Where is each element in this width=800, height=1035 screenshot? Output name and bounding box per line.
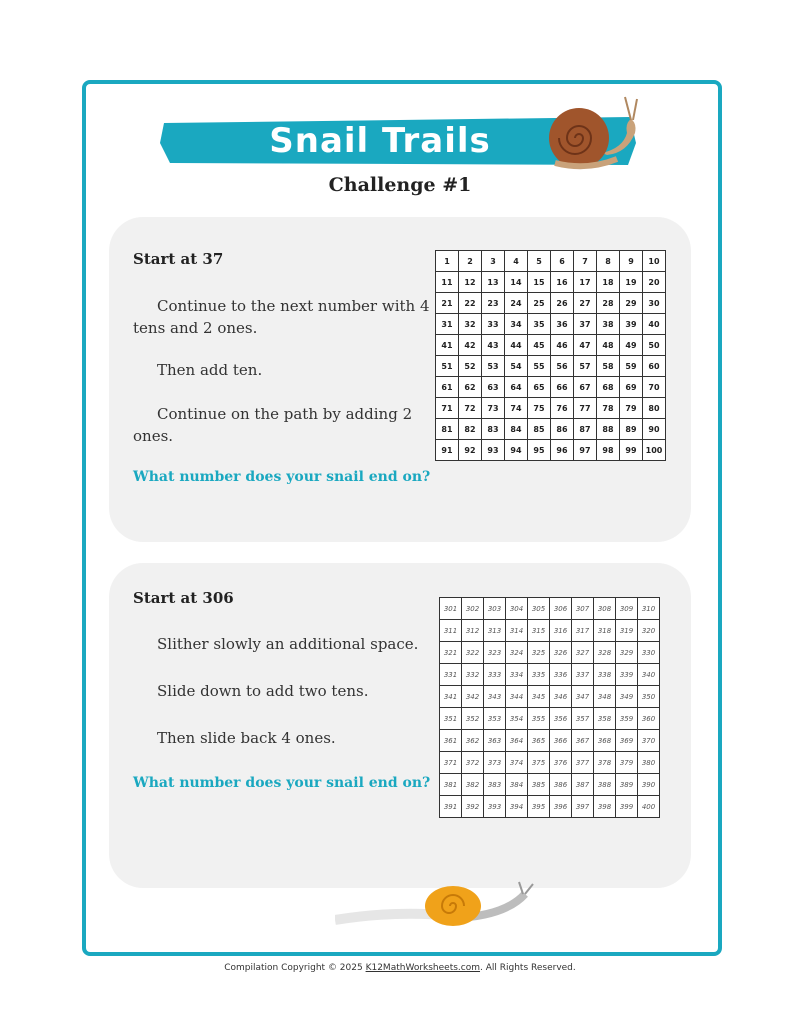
footer-link[interactable]: K12MathWorksheets.com [365,963,481,973]
grid-cell: 374 [506,752,528,774]
grid-cell: 329 [616,642,638,664]
grid-cell: 5 [528,251,551,272]
grid-cell: 370 [638,730,660,752]
grid-cell: 34 [505,314,528,335]
grid-cell: 309 [616,598,638,620]
grid-cell: 314 [506,620,528,642]
grid-cell: 1 [436,251,459,272]
grid-cell: 397 [572,796,594,818]
grid-cell: 354 [506,708,528,730]
grid-cell: 349 [616,686,638,708]
grid-cell: 302 [462,598,484,620]
grid-cell: 326 [550,642,572,664]
grid-cell: 92 [459,440,482,461]
grid-cell: 383 [484,774,506,796]
grid-cell: 373 [484,752,506,774]
grid-cell: 344 [506,686,528,708]
grid-row [440,752,660,774]
grid-cell: 98 [597,440,620,461]
grid-cell: 97 [574,440,597,461]
grid-cell: 44 [505,335,528,356]
grid-cell: 378 [594,752,616,774]
grid-cell: 96 [551,440,574,461]
grid-cell: 332 [462,664,484,686]
grid-cell: 366 [550,730,572,752]
grid-cell: 372 [462,752,484,774]
grid-cell: 95 [528,440,551,461]
grid-cell: 14 [505,272,528,293]
challenge-subtitle: Challenge #1 [328,174,472,196]
instruction-step: tens and 2 ones. [133,319,258,337]
grid-cell: 331 [440,664,462,686]
grid-cell: 358 [594,708,616,730]
grid-cell: 324 [506,642,528,664]
grid-cell: 348 [594,686,616,708]
grid-cell: 15 [528,272,551,293]
grid-cell: 355 [528,708,550,730]
grid-cell: 43 [482,335,505,356]
grid-cell: 380 [638,752,660,774]
grid-cell: 53 [482,356,505,377]
grid-cell: 49 [620,335,643,356]
grid-row [436,314,666,335]
grid-cell: 37 [574,314,597,335]
grid-cell: 27 [574,293,597,314]
grid-cell: 385 [528,774,550,796]
grid-cell: 48 [597,335,620,356]
grid-cell: 32 [459,314,482,335]
grid-cell: 22 [459,293,482,314]
grid-cell: 8 [597,251,620,272]
grid-cell: 319 [616,620,638,642]
challenge-panel-1 [109,217,691,542]
grid-cell: 387 [572,774,594,796]
grid-cell: 342 [462,686,484,708]
instruction-step: ones. [133,427,174,445]
instruction-step: Continue to the next number with 4 [157,297,430,315]
grid-row [440,730,660,752]
grid-cell: 58 [597,356,620,377]
grid-cell: 382 [462,774,484,796]
grid-cell: 35 [528,314,551,335]
grid-cell: 72 [459,398,482,419]
grid-cell: 62 [459,377,482,398]
grid-cell: 38 [597,314,620,335]
grid-cell: 333 [484,664,506,686]
grid-cell: 327 [572,642,594,664]
grid-cell: 399 [616,796,638,818]
grid-cell: 51 [436,356,459,377]
grid-cell: 353 [484,708,506,730]
grid-cell: 52 [459,356,482,377]
grid-cell: 313 [484,620,506,642]
grid-cell: 70 [643,377,666,398]
grid-cell: 390 [638,774,660,796]
grid-cell: 25 [528,293,551,314]
snail-trail-icon [335,880,535,930]
grid-cell: 76 [551,398,574,419]
grid-cell: 16 [551,272,574,293]
grid-cell: 63 [482,377,505,398]
grid-cell: 376 [550,752,572,774]
grid-row [436,293,666,314]
grid-cell: 10 [643,251,666,272]
grid-cell: 17 [574,272,597,293]
grid-cell: 39 [620,314,643,335]
instruction-step: Slide down to add two tens. [157,682,369,700]
hundreds-chart [435,250,666,461]
grid-cell: 347 [572,686,594,708]
grid-cell: 28 [597,293,620,314]
grid-row [440,686,660,708]
grid-row [440,620,660,642]
grid-cell: 365 [528,730,550,752]
grid-row [436,251,666,272]
grid-cell: 339 [616,664,638,686]
grid-cell: 80 [643,398,666,419]
grid-cell: 74 [505,398,528,419]
grid-cell: 336 [550,664,572,686]
grid-cell: 395 [528,796,550,818]
grid-cell: 310 [638,598,660,620]
grid-cell: 9 [620,251,643,272]
grid-cell: 7 [574,251,597,272]
grid-cell: 84 [505,419,528,440]
grid-cell: 350 [638,686,660,708]
grid-cell: 89 [620,419,643,440]
grid-cell: 99 [620,440,643,461]
grid-cell: 320 [638,620,660,642]
grid-row [436,440,666,461]
grid-cell: 50 [643,335,666,356]
grid-cell: 24 [505,293,528,314]
grid-cell: 322 [462,642,484,664]
grid-cell: 323 [484,642,506,664]
grid-cell: 67 [574,377,597,398]
grid-cell: 91 [436,440,459,461]
grid-cell: 42 [459,335,482,356]
grid-row [440,708,660,730]
challenge-panel-2 [109,563,691,888]
grid-cell: 312 [462,620,484,642]
grid-cell: 19 [620,272,643,293]
grid-cell: 400 [638,796,660,818]
grid-cell: 363 [484,730,506,752]
grid-cell: 88 [597,419,620,440]
grid-cell: 305 [528,598,550,620]
grid-cell: 56 [551,356,574,377]
grid-cell: 46 [551,335,574,356]
grid-cell: 3 [482,251,505,272]
grid-cell: 82 [459,419,482,440]
grid-cell: 68 [597,377,620,398]
grid-cell: 87 [574,419,597,440]
grid-cell: 26 [551,293,574,314]
grid-cell: 45 [528,335,551,356]
question-text: What number does your snail end on? [133,469,431,485]
grid-cell: 392 [462,796,484,818]
grid-cell: 362 [462,730,484,752]
grid-cell: 40 [643,314,666,335]
grid-cell: 75 [528,398,551,419]
grid-row [440,598,660,620]
grid-cell: 311 [440,620,462,642]
grid-cell: 367 [572,730,594,752]
grid-row [436,398,666,419]
grid-cell: 69 [620,377,643,398]
grid-cell: 394 [506,796,528,818]
page-title: Snail Trails [269,121,491,161]
grid-cell: 57 [574,356,597,377]
grid-cell: 384 [506,774,528,796]
grid-cell: 6 [551,251,574,272]
grid-cell: 321 [440,642,462,664]
grid-cell: 308 [594,598,616,620]
start-label: Start at 37 [133,250,224,268]
grid-cell: 340 [638,664,660,686]
grid-row [436,377,666,398]
grid-cell: 2 [459,251,482,272]
grid-cell: 341 [440,686,462,708]
grid-cell: 360 [638,708,660,730]
grid-cell: 357 [572,708,594,730]
grid-cell: 71 [436,398,459,419]
grid-cell: 391 [440,796,462,818]
number-chart-301-400 [439,597,660,818]
instruction-step: Continue on the path by adding 2 [157,405,413,423]
grid-cell: 81 [436,419,459,440]
grid-cell: 328 [594,642,616,664]
grid-cell: 90 [643,419,666,440]
grid-cell: 351 [440,708,462,730]
grid-row [436,419,666,440]
grid-cell: 77 [574,398,597,419]
instruction-step: Then slide back 4 ones. [157,729,336,747]
grid-cell: 307 [572,598,594,620]
grid-cell: 359 [616,708,638,730]
grid-cell: 337 [572,664,594,686]
grid-cell: 303 [484,598,506,620]
grid-cell: 13 [482,272,505,293]
grid-row [436,272,666,293]
grid-row [440,664,660,686]
grid-cell: 369 [616,730,638,752]
grid-cell: 356 [550,708,572,730]
footer-copyright: Compilation Copyright © 2025 K12MathWorksheets.com. All Rights Reserved. [224,963,576,973]
grid-cell: 343 [484,686,506,708]
grid-cell: 55 [528,356,551,377]
grid-cell: 47 [574,335,597,356]
grid-cell: 386 [550,774,572,796]
grid-cell: 306 [550,598,572,620]
grid-cell: 30 [643,293,666,314]
grid-cell: 375 [528,752,550,774]
grid-cell: 371 [440,752,462,774]
grid-cell: 12 [459,272,482,293]
grid-cell: 31 [436,314,459,335]
grid-cell: 54 [505,356,528,377]
grid-cell: 325 [528,642,550,664]
grid-cell: 73 [482,398,505,419]
grid-cell: 393 [484,796,506,818]
instruction-step: Then add ten. [157,361,263,379]
grid-cell: 335 [528,664,550,686]
grid-cell: 41 [436,335,459,356]
grid-cell: 83 [482,419,505,440]
grid-cell: 23 [482,293,505,314]
grid-cell: 318 [594,620,616,642]
grid-cell: 21 [436,293,459,314]
grid-cell: 64 [505,377,528,398]
grid-cell: 61 [436,377,459,398]
grid-cell: 338 [594,664,616,686]
grid-cell: 59 [620,356,643,377]
grid-cell: 364 [506,730,528,752]
grid-cell: 330 [638,642,660,664]
grid-cell: 86 [551,419,574,440]
grid-cell: 368 [594,730,616,752]
grid-cell: 352 [462,708,484,730]
grid-cell: 36 [551,314,574,335]
grid-cell: 93 [482,440,505,461]
grid-cell: 18 [597,272,620,293]
grid-cell: 388 [594,774,616,796]
grid-cell: 33 [482,314,505,335]
grid-cell: 345 [528,686,550,708]
grid-cell: 381 [440,774,462,796]
grid-cell: 29 [620,293,643,314]
grid-cell: 316 [550,620,572,642]
grid-row [440,642,660,664]
snail-icon [547,93,647,173]
grid-cell: 85 [528,419,551,440]
grid-cell: 66 [551,377,574,398]
grid-cell: 398 [594,796,616,818]
grid-row [436,335,666,356]
grid-cell: 301 [440,598,462,620]
question-text: What number does your snail end on? [133,775,431,791]
grid-cell: 79 [620,398,643,419]
instruction-step: Slither slowly an additional space. [157,635,419,653]
grid-cell: 361 [440,730,462,752]
grid-cell: 346 [550,686,572,708]
grid-row [436,356,666,377]
start-label: Start at 306 [133,589,234,607]
grid-cell: 317 [572,620,594,642]
grid-cell: 389 [616,774,638,796]
grid-cell: 65 [528,377,551,398]
grid-row [440,774,660,796]
grid-cell: 78 [597,398,620,419]
grid-row [440,796,660,818]
grid-cell: 11 [436,272,459,293]
grid-cell: 60 [643,356,666,377]
grid-cell: 4 [505,251,528,272]
grid-cell: 94 [505,440,528,461]
grid-cell: 379 [616,752,638,774]
grid-cell: 100 [643,440,666,461]
grid-cell: 20 [643,272,666,293]
grid-cell: 377 [572,752,594,774]
grid-cell: 315 [528,620,550,642]
grid-cell: 334 [506,664,528,686]
grid-cell: 396 [550,796,572,818]
grid-cell: 304 [506,598,528,620]
